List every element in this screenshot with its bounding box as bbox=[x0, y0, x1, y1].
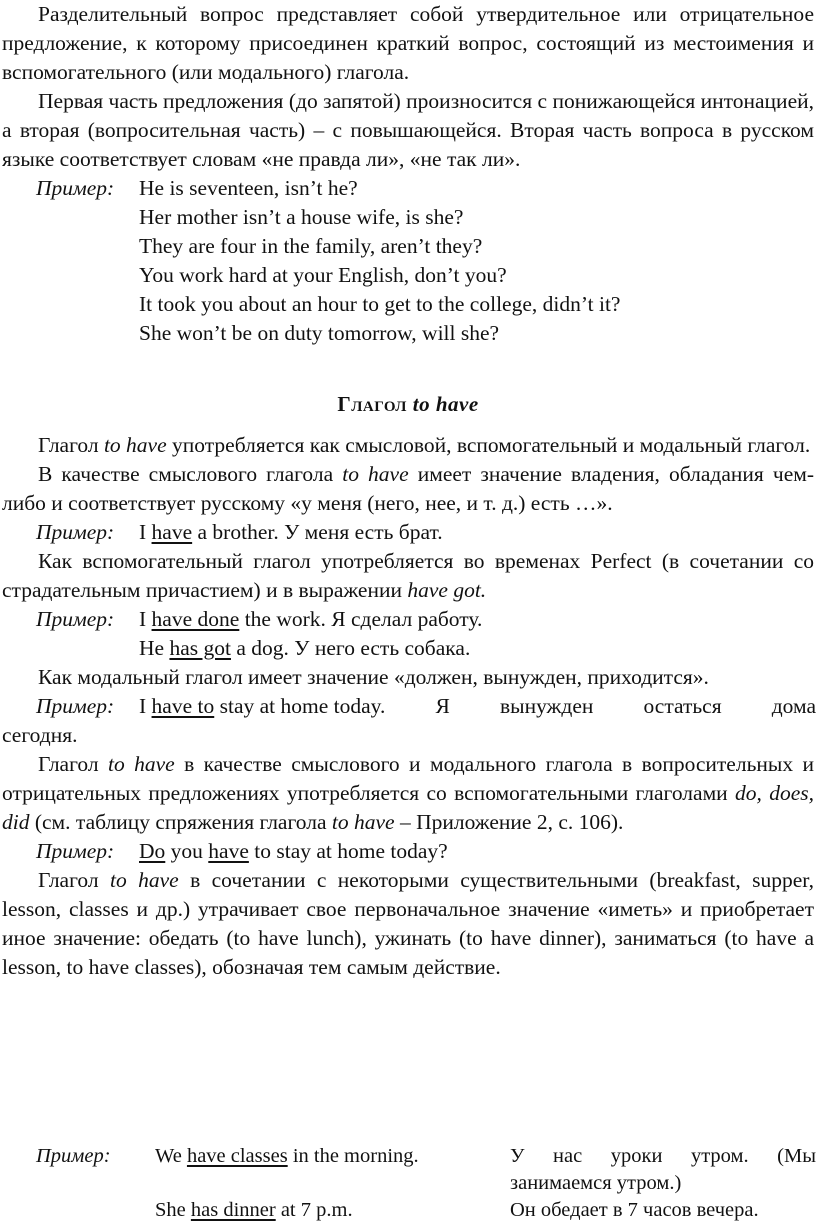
example-label: Пример: bbox=[36, 1145, 111, 1167]
section-heading bbox=[0, 390, 816, 419]
example-line: It took you about an hour to get to the college, didn’t it? bbox=[139, 292, 621, 316]
table-cell-russian: Он обедает в 7 часов вечера. bbox=[510, 1199, 759, 1221]
table-row bbox=[0, 1143, 816, 1170]
example-line: Пример: I have a brother. У меня есть брат. bbox=[0, 518, 816, 547]
table-cell-russian: У нас уроки утром. (Мы bbox=[510, 1145, 816, 1167]
table-row bbox=[0, 1197, 816, 1224]
paragraph-questions: Глагол to have в качестве смыслового и модального глагола в вопросительных и отрицательных предложениях употребляется со вспомогательными глаголами do, does, did (см. таблицу спряжения глагола to have – Приложение 2, с. 106). bbox=[2, 752, 814, 834]
example-line: You work hard at your English, don’t you? bbox=[139, 263, 507, 287]
example-line: сегодня. bbox=[2, 723, 78, 747]
example-line: Пример: I have done the work. Я сделал работу. bbox=[0, 605, 816, 634]
heading-term: to have bbox=[412, 392, 479, 416]
example-line: They are four in the family, aren’t they? bbox=[139, 234, 483, 258]
example-line: She won’t be on duty tomorrow, will she? bbox=[139, 321, 500, 345]
example-line: Пример: I have to stay at home today. Я вынужден остаться дома bbox=[0, 692, 816, 721]
example-label: Пример: bbox=[36, 176, 115, 200]
table-cell-english: She has dinner at 7 p.m. bbox=[155, 1199, 353, 1221]
heading-word: Глагол bbox=[337, 392, 407, 416]
example-line: He has got a dog. У него есть собака. bbox=[139, 636, 471, 660]
table-cell-russian: занимаемся утром.) bbox=[510, 1172, 682, 1194]
example-sentence: He is seventeen, isn’t he? bbox=[139, 176, 358, 200]
example-line: Пример: Do you have to stay at home today? bbox=[0, 837, 816, 866]
paragraph-idioms: Глагол to have в сочетании с некоторыми существительными (breakfast, supper, lesson, classes и др.) утрачивает свое первоначальное значение «иметь» и приобретает иное значение: обедать (to have lunch), ужинать (to have dinner), заниматься (to have a lesson, to have classes), обозначая тем самым действие. bbox=[2, 868, 814, 979]
example-line: Her mother isn’t a house wife, is she? bbox=[139, 205, 464, 229]
example-label: Пример: bbox=[36, 607, 115, 631]
table-cell-english: We have classes in the morning. bbox=[155, 1145, 419, 1167]
paragraph-possession: В качестве смыслового глагола to have имеет значение владения, обладания чем-либо и соответствует русскому «у меня (него, нее, и т. д.) есть …». bbox=[2, 462, 815, 515]
paragraph-intonation: Первая часть предложения (до запятой) произносится с понижающейся интонацией, а вторая (вопросительная часть) – с повышающейся. Вторая часть вопроса в русском языке соответствует словам «не правда ли», «не так ли». bbox=[2, 89, 814, 171]
paragraph-definition: Разделительный вопрос представляет собой утвердительное или отрицательное предложение, к которому присоединен краткий вопрос, состоящий из местоимения и вспомогательного (или модального) глагола. bbox=[2, 2, 814, 84]
example-line bbox=[0, 174, 816, 203]
example-table bbox=[0, 1143, 816, 1224]
example-label: Пример: bbox=[36, 694, 115, 718]
table-row bbox=[0, 1170, 816, 1197]
example-label: Пример: bbox=[36, 839, 115, 863]
paragraph-modal: Как модальный глагол имеет значение «должен, вынужден, приходится». bbox=[38, 665, 709, 689]
example-label: Пример: bbox=[36, 520, 115, 544]
paragraph-usage: Глагол to have употребляется как смысловой, вспомогательный и модальный глагол. bbox=[38, 433, 811, 457]
paragraph-auxiliary: Как вспомогательный глагол употребляется во временах Perfect (в сочетании со страдательным причастием) и в выражении have got. bbox=[2, 549, 814, 602]
